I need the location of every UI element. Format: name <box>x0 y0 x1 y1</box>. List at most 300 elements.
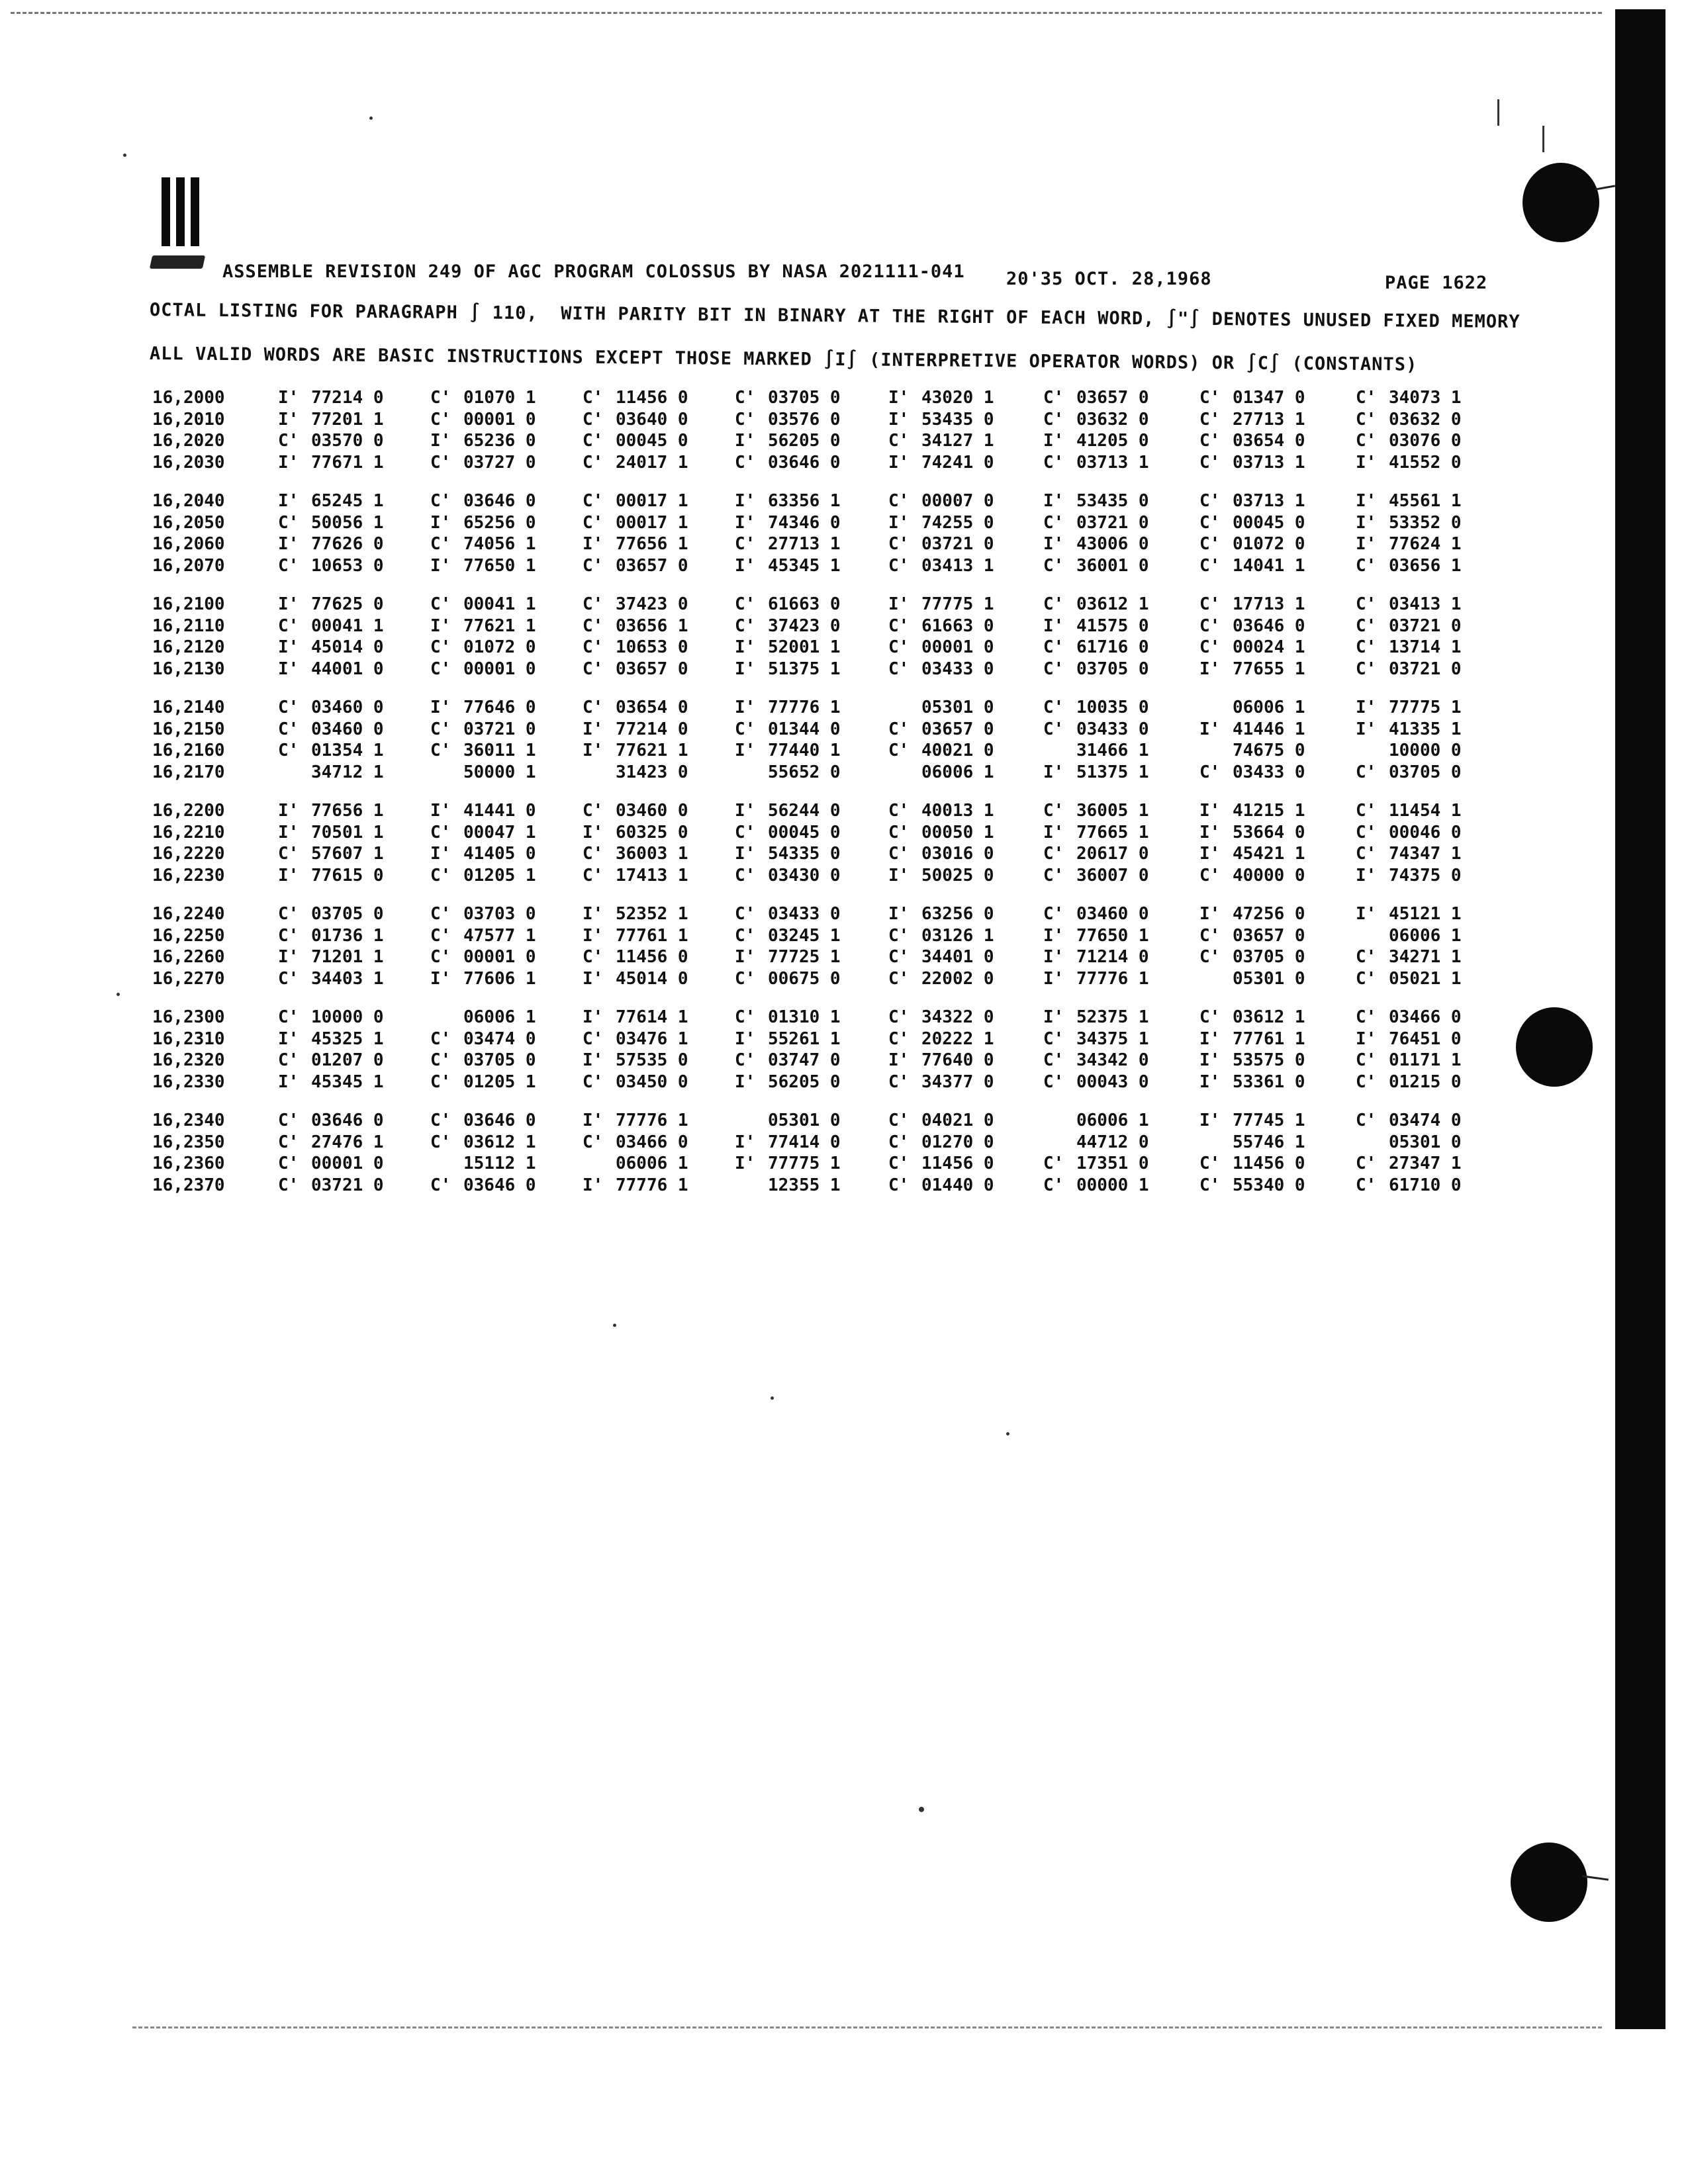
listing-word: C' 03657 0 <box>583 659 688 679</box>
listing-row <box>152 866 1516 887</box>
listing-word: C' 00001 0 <box>430 947 536 967</box>
listing-word: 06006 1 <box>921 762 994 782</box>
listing-word: I' 52001 1 <box>735 637 841 657</box>
listing-address: 16,2350 <box>152 1132 225 1152</box>
listing-word: C' 34073 1 <box>1356 388 1462 408</box>
listing-address: 16,2010 <box>152 409 225 430</box>
listing-word: I' 77615 0 <box>278 865 384 886</box>
listing-word: C' 03713 1 <box>1199 452 1305 473</box>
listing-row <box>152 844 1516 866</box>
listing-row <box>152 1175 1516 1197</box>
scan-speck <box>1006 1432 1009 1435</box>
listing-address: 16,2210 <box>152 822 225 842</box>
listing-word: C' 00001 0 <box>430 409 536 430</box>
listing-word: I' 41335 1 <box>1356 719 1462 739</box>
scan-speck <box>369 116 373 120</box>
listing-word: C' 74056 1 <box>430 534 536 554</box>
listing-word: I' 56205 0 <box>735 431 841 451</box>
scan-speck <box>919 1807 924 1812</box>
listing-word: C' 00007 0 <box>888 491 994 511</box>
listing-word: I' 74241 0 <box>888 452 994 473</box>
listing-row <box>152 1029 1516 1051</box>
listing-word: C' 03656 1 <box>583 615 688 636</box>
listing-word: C' 50056 1 <box>278 512 384 533</box>
listing-row <box>152 453 1516 475</box>
listing-timestamp: 20'35 OCT. 28,1968 <box>1006 269 1212 289</box>
listing-word: I' 77656 1 <box>278 801 384 821</box>
listing-row <box>152 904 1516 926</box>
listing-row <box>152 513 1516 535</box>
listing-word: I' 77614 1 <box>583 1007 688 1027</box>
listing-word: 55746 1 <box>1233 1132 1305 1152</box>
listing-word: C' 34375 1 <box>1043 1028 1149 1049</box>
listing-word: I' 77621 1 <box>583 741 688 760</box>
listing-word: C' 03657 0 <box>1199 925 1305 946</box>
listing-word: 50000 1 <box>463 762 536 782</box>
listing-word: C' 00024 1 <box>1199 637 1305 657</box>
listing-word: I' 77621 1 <box>430 615 536 636</box>
listing-word: 05301 0 <box>921 698 994 717</box>
listing-word: C' 74347 1 <box>1356 844 1462 864</box>
listing-address: 16,2340 <box>152 1111 225 1130</box>
listing-address: 16,2030 <box>152 452 225 473</box>
listing-word: 10000 0 <box>1389 741 1462 760</box>
listing-word: C' 03656 1 <box>1356 555 1462 576</box>
listing-word: I' 77745 1 <box>1199 1111 1305 1130</box>
listing-word: I' 63356 1 <box>735 491 841 511</box>
listing-word: C' 03126 1 <box>888 925 994 946</box>
listing-word: C' 01344 0 <box>735 719 841 739</box>
listing-word: I' 65236 0 <box>430 431 536 451</box>
listing-word: 55652 0 <box>768 762 841 782</box>
scan-tick <box>1542 126 1544 152</box>
listing-word: C' 00045 0 <box>1199 512 1305 533</box>
listing-word: C' 03713 1 <box>1043 452 1149 473</box>
listing-word: C' 01072 0 <box>430 637 536 657</box>
listing-word: C' 36007 0 <box>1043 865 1149 886</box>
binder-bars-mark <box>162 177 200 246</box>
listing-address: 16,2000 <box>152 388 225 408</box>
listing-word: C' 03646 0 <box>735 452 841 473</box>
listing-word: C' 03632 0 <box>1043 409 1149 430</box>
listing-word: C' 03657 0 <box>888 719 994 739</box>
listing-word: I' 56244 0 <box>735 801 841 821</box>
listing-word: C' 10653 0 <box>583 637 688 657</box>
listing-word: C' 03430 0 <box>735 865 841 886</box>
listing-word: C' 27476 1 <box>278 1132 384 1152</box>
listing-address: 16,2140 <box>152 698 225 717</box>
listing-word: I' 57535 0 <box>583 1050 688 1070</box>
listing-address: 16,2240 <box>152 904 225 924</box>
scan-speck <box>771 1396 774 1400</box>
listing-word: C' 00043 0 <box>1043 1071 1149 1092</box>
punch-hole-bottom <box>1511 1843 1587 1922</box>
listing-word: C' 03646 0 <box>430 1175 536 1195</box>
listing-word: 31423 0 <box>616 762 688 782</box>
listing-word: I' 77214 0 <box>278 388 384 408</box>
scan-speck <box>117 993 120 996</box>
listing-word: C' 03703 0 <box>430 904 536 924</box>
listing-word: C' 37423 0 <box>735 615 841 636</box>
listing-row <box>152 1007 1516 1029</box>
listing-word: C' 03713 1 <box>1199 491 1305 511</box>
listing-word: I' 41205 0 <box>1043 431 1149 451</box>
listing-word: I' 45345 1 <box>735 555 841 576</box>
listing-word: C' 36011 1 <box>430 741 536 760</box>
listing-word: C' 03016 0 <box>888 844 994 864</box>
listing-word: I' 41552 0 <box>1356 452 1462 473</box>
listing-address: 16,2310 <box>152 1028 225 1049</box>
listing-word: C' 03612 1 <box>430 1132 536 1152</box>
listing-word: I' 77214 0 <box>583 719 688 739</box>
listing-address: 16,2160 <box>152 741 225 760</box>
listing-row <box>152 762 1516 784</box>
listing-row <box>152 659 1516 681</box>
listing-word: C' 00041 1 <box>278 615 384 636</box>
listing-word: C' 00046 0 <box>1356 822 1462 842</box>
listing-word: I' 50025 0 <box>888 865 994 886</box>
listing-word: C' 03721 0 <box>888 534 994 554</box>
listing-word: C' 03474 0 <box>1356 1111 1462 1130</box>
listing-address: 16,2040 <box>152 491 225 511</box>
listing-word: I' 77650 1 <box>430 555 536 576</box>
listing-word: I' 77626 0 <box>278 534 384 554</box>
listing-row <box>152 719 1516 741</box>
listing-word: C' 03705 0 <box>1199 947 1305 967</box>
listing-word: I' 77775 1 <box>888 594 994 614</box>
listing-word: I' 77624 1 <box>1356 534 1462 554</box>
punch-hole-top <box>1523 163 1599 242</box>
listing-group <box>152 491 1516 577</box>
listing-word: C' 03433 0 <box>735 904 841 924</box>
listing-word: C' 37423 0 <box>583 594 688 614</box>
listing-address: 16,2320 <box>152 1050 225 1070</box>
listing-address: 16,2330 <box>152 1071 225 1092</box>
listing-word: C' 01205 1 <box>430 1071 536 1092</box>
listing-address: 16,2260 <box>152 947 225 967</box>
listing-word: C' 47577 1 <box>430 925 536 946</box>
listing-word: C' 03450 0 <box>583 1071 688 1092</box>
listing-word: I' 77414 0 <box>735 1132 841 1152</box>
listing-word: I' 53435 0 <box>888 409 994 430</box>
listing-word: C' 17713 1 <box>1199 594 1305 614</box>
listing-word: C' 11456 0 <box>1199 1154 1305 1173</box>
scan-speck <box>613 1324 616 1327</box>
listing-word: C' 03460 0 <box>278 698 384 717</box>
listing-group <box>152 698 1516 784</box>
listing-word: I' 77646 0 <box>430 698 536 717</box>
listing-row <box>152 698 1516 719</box>
listing-word: C' 00045 0 <box>583 431 688 451</box>
listing-row <box>152 1132 1516 1154</box>
listing-word: C' 34401 0 <box>888 947 994 967</box>
listing-word: C' 34271 1 <box>1356 947 1462 967</box>
listing-word: C' 03721 0 <box>1356 615 1462 636</box>
listing-row <box>152 431 1516 453</box>
listing-word: I' 56205 0 <box>735 1071 841 1092</box>
punch-hole-middle <box>1516 1007 1593 1087</box>
listing-word: 06006 1 <box>1233 698 1305 717</box>
listing-word: I' 65256 0 <box>430 512 536 533</box>
listing-word: 15112 1 <box>463 1154 536 1173</box>
listing-word: I' 71214 0 <box>1043 947 1149 967</box>
listing-address: 16,2110 <box>152 615 225 636</box>
listing-word: C' 01205 1 <box>430 865 536 886</box>
listing-word: C' 34342 0 <box>1043 1050 1149 1070</box>
listing-row <box>152 926 1516 948</box>
listing-word: I' 77606 1 <box>430 968 536 989</box>
listing-word: C' 17413 1 <box>583 865 688 886</box>
listing-word: C' 00050 1 <box>888 822 994 842</box>
listing-word: C' 13714 1 <box>1356 637 1462 657</box>
listing-word: C' 61663 0 <box>735 594 841 614</box>
listing-word: C' 03721 0 <box>1356 659 1462 679</box>
listing-word: C' 03721 0 <box>278 1175 384 1195</box>
listing-word: C' 00017 1 <box>583 512 688 533</box>
listing-row <box>152 1072 1516 1094</box>
listing-word: I' 52375 1 <box>1043 1007 1149 1027</box>
listing-address: 16,2370 <box>152 1175 225 1195</box>
listing-word: I' 63256 0 <box>888 904 994 924</box>
listing-word: C' 61663 0 <box>888 615 994 636</box>
listing-word: I' 54335 0 <box>735 844 841 864</box>
listing-address: 16,2220 <box>152 844 225 864</box>
listing-row <box>152 1154 1516 1175</box>
listing-word: C' 03433 0 <box>1043 719 1149 739</box>
listing-word: C' 01072 0 <box>1199 534 1305 554</box>
listing-word: C' 03705 0 <box>430 1050 536 1070</box>
listing-word: I' 77625 0 <box>278 594 384 614</box>
listing-row <box>152 637 1516 659</box>
listing-word: I' 41441 0 <box>430 801 536 821</box>
listing-word: 06006 1 <box>463 1007 536 1027</box>
listing-word: C' 03721 0 <box>1043 512 1149 533</box>
listing-word: C' 03474 0 <box>430 1028 536 1049</box>
listing-address: 16,2130 <box>152 659 225 679</box>
listing-row <box>152 534 1516 556</box>
listing-word: C' 03612 1 <box>1043 594 1149 614</box>
listing-word: I' 41446 1 <box>1199 719 1305 739</box>
listing-row <box>152 594 1516 616</box>
listing-row <box>152 388 1516 410</box>
listing-word: C' 40021 0 <box>888 741 994 760</box>
listing-word: 06006 1 <box>1076 1111 1149 1130</box>
listing-word: I' 60325 0 <box>583 822 688 842</box>
listing-word: I' 74255 0 <box>888 512 994 533</box>
listing-address: 16,2200 <box>152 801 225 821</box>
listing-word: I' 44001 0 <box>278 659 384 679</box>
listing-word: I' 70501 1 <box>278 822 384 842</box>
listing-word: C' 03654 0 <box>583 698 688 717</box>
listing-row <box>152 556 1516 578</box>
listing-word: C' 17351 0 <box>1043 1154 1149 1173</box>
listing-word: C' 00017 1 <box>583 491 688 511</box>
listing-word: I' 77640 0 <box>888 1050 994 1070</box>
listing-word: 34712 1 <box>311 762 384 782</box>
listing-word: I' 77775 1 <box>1356 698 1462 717</box>
listing-word: C' 00001 0 <box>888 637 994 657</box>
listing-word: C' 00047 1 <box>430 822 536 842</box>
listing-word: C' 03413 1 <box>888 555 994 576</box>
listing-row <box>152 823 1516 844</box>
listing-word: C' 01171 1 <box>1356 1050 1462 1070</box>
listing-group <box>152 1111 1516 1197</box>
listing-word: 74675 0 <box>1233 741 1305 760</box>
listing-word: C' 03476 1 <box>583 1028 688 1049</box>
listing-word: C' 03632 0 <box>1356 409 1462 430</box>
listing-address: 16,2050 <box>152 512 225 533</box>
octal-listing <box>152 388 1516 1214</box>
listing-address: 16,2060 <box>152 534 225 554</box>
listing-word: I' 77775 1 <box>735 1154 841 1173</box>
listing-group <box>152 594 1516 680</box>
listing-word: C' 00001 0 <box>430 659 536 679</box>
listing-word: C' 36001 0 <box>1043 555 1149 576</box>
listing-word: C' 34377 0 <box>888 1071 994 1092</box>
scan-right-edge-bar <box>1615 9 1665 2029</box>
listing-word: C' 27347 1 <box>1356 1154 1462 1173</box>
listing-word: C' 03640 0 <box>583 409 688 430</box>
listing-word: C' 01310 1 <box>735 1007 841 1027</box>
listing-word: C' 36003 1 <box>583 844 688 864</box>
listing-word: I' 77665 1 <box>1043 822 1149 842</box>
scan-bottom-edge <box>132 2026 1602 2028</box>
listing-address: 16,2120 <box>152 637 225 657</box>
listing-word: I' 77201 1 <box>278 409 384 430</box>
listing-word: I' 53435 0 <box>1043 491 1149 511</box>
listing-word: I' 77776 1 <box>735 698 841 717</box>
listing-word: C' 03705 0 <box>1043 659 1149 679</box>
listing-word: C' 03657 0 <box>1043 388 1149 408</box>
listing-word: C' 03576 0 <box>735 409 841 430</box>
listing-address: 16,2230 <box>152 865 225 886</box>
listing-word: C' 01354 1 <box>278 741 384 760</box>
listing-word: 05301 0 <box>1233 968 1305 989</box>
listing-word: C' 55340 0 <box>1199 1175 1305 1195</box>
listing-word: I' 45014 0 <box>278 637 384 657</box>
listing-group <box>152 1007 1516 1093</box>
listing-word: C' 03646 0 <box>1199 615 1305 636</box>
listing-word: C' 11456 0 <box>888 1154 994 1173</box>
listing-row <box>152 947 1516 969</box>
listing-word: C' 11456 0 <box>583 388 688 408</box>
punch-hole-mark <box>1595 185 1615 190</box>
listing-description: OCTAL LISTING FOR PARAGRAPH ∫ 110, WITH PARITY BIT IN BINARY AT THE RIGHT OF EACH WORD, ∫"∫ DENOTES UNUSED FIXED MEMORY <box>149 300 1521 333</box>
listing-word: I' 71201 1 <box>278 947 384 967</box>
listing-word: C' 40000 0 <box>1199 865 1305 886</box>
listing-word: C' 11456 0 <box>583 947 688 967</box>
listing-row <box>152 491 1516 513</box>
listing-group <box>152 388 1516 474</box>
listing-word: I' 77776 1 <box>1043 968 1149 989</box>
listing-address: 16,2170 <box>152 762 225 782</box>
listing-row <box>152 801 1516 823</box>
listing-word: C' 10653 0 <box>278 555 384 576</box>
listing-word: C' 01207 0 <box>278 1050 384 1070</box>
listing-word: 12355 1 <box>768 1175 841 1195</box>
listing-word: C' 00041 1 <box>430 594 536 614</box>
listing-word: 31466 1 <box>1076 741 1149 760</box>
listing-word: C' 03076 0 <box>1356 431 1462 451</box>
listing-word: C' 22002 0 <box>888 968 994 989</box>
listing-word: C' 10000 0 <box>278 1007 384 1027</box>
listing-word: C' 03705 0 <box>735 388 841 408</box>
listing-word: C' 03705 0 <box>1356 762 1462 782</box>
listing-group <box>152 904 1516 990</box>
listing-word: C' 01347 0 <box>1199 388 1305 408</box>
listing-word: C' 04021 0 <box>888 1111 994 1130</box>
listing-word: I' 41405 0 <box>430 844 536 864</box>
listing-word: I' 77776 1 <box>583 1111 688 1130</box>
listing-word: I' 45561 1 <box>1356 491 1462 511</box>
listing-word: I' 77440 1 <box>735 741 841 760</box>
listing-word: I' 65245 1 <box>278 491 384 511</box>
listing-word: I' 53352 0 <box>1356 512 1462 533</box>
listing-word: I' 47256 0 <box>1199 904 1305 924</box>
listing-word: 44712 0 <box>1076 1132 1149 1152</box>
listing-row <box>152 969 1516 991</box>
listing-word: I' 77761 1 <box>1199 1028 1305 1049</box>
listing-word: C' 03646 0 <box>278 1111 384 1130</box>
listing-word: C' 03646 0 <box>430 491 536 511</box>
listing-address: 16,2020 <box>152 431 225 451</box>
listing-word: C' 03657 0 <box>583 555 688 576</box>
listing-word: C' 36005 1 <box>1043 801 1149 821</box>
listing-word: C' 03460 0 <box>278 719 384 739</box>
listing-word: C' 03433 0 <box>888 659 994 679</box>
listing-word: C' 03747 0 <box>735 1050 841 1070</box>
listing-title: ASSEMBLE REVISION 249 OF AGC PROGRAM COLOSSUS BY NASA 2021111-041 <box>222 261 965 282</box>
listing-word: I' 51375 1 <box>1043 762 1149 782</box>
listing-word: C' 03646 0 <box>430 1111 536 1130</box>
listing-word: I' 45121 1 <box>1356 904 1462 924</box>
listing-word: C' 34322 0 <box>888 1007 994 1027</box>
listing-word: C' 03433 0 <box>1199 762 1305 782</box>
listing-legend: ALL VALID WORDS ARE BASIC INSTRUCTIONS EXCEPT THOSE MARKED ∫I∫ (INTERPRETIVE OPERATOR WORDS) OR ∫C∫ (CONSTANTS) <box>149 343 1418 375</box>
listing-address: 16,2100 <box>152 594 225 614</box>
listing-address: 16,2300 <box>152 1007 225 1027</box>
listing-word: C' 03460 0 <box>583 801 688 821</box>
listing-word: I' 51375 1 <box>735 659 841 679</box>
listing-word: I' 45345 1 <box>278 1071 384 1092</box>
listing-word: C' 57607 1 <box>278 844 384 864</box>
listing-word: C' 14041 1 <box>1199 555 1305 576</box>
listing-word: I' 77650 1 <box>1043 925 1149 946</box>
listing-word: C' 24017 1 <box>583 452 688 473</box>
listing-word: 05301 0 <box>768 1111 841 1130</box>
listing-word: I' 53361 0 <box>1199 1071 1305 1092</box>
listing-row <box>152 1111 1516 1132</box>
scan-top-edge <box>11 12 1602 14</box>
listing-word: I' 41215 1 <box>1199 801 1305 821</box>
listing-word: C' 03727 0 <box>430 452 536 473</box>
listing-address: 16,2250 <box>152 925 225 946</box>
listing-address: 16,2070 <box>152 555 225 576</box>
listing-word: C' 03654 0 <box>1199 431 1305 451</box>
listing-word: C' 01070 1 <box>430 388 536 408</box>
scan-tick <box>1497 99 1499 126</box>
listing-word: I' 77725 1 <box>735 947 841 967</box>
listing-word: I' 74375 0 <box>1356 865 1462 886</box>
listing-word: C' 01736 1 <box>278 925 384 946</box>
listing-word: C' 00000 1 <box>1043 1175 1149 1195</box>
listing-word: I' 77656 1 <box>583 534 688 554</box>
listing-word: C' 03466 0 <box>1356 1007 1462 1027</box>
listing-word: I' 43020 1 <box>888 388 994 408</box>
listing-word: I' 43006 0 <box>1043 534 1149 554</box>
listing-word: C' 03245 1 <box>735 925 841 946</box>
listing-word: C' 03413 1 <box>1356 594 1462 614</box>
